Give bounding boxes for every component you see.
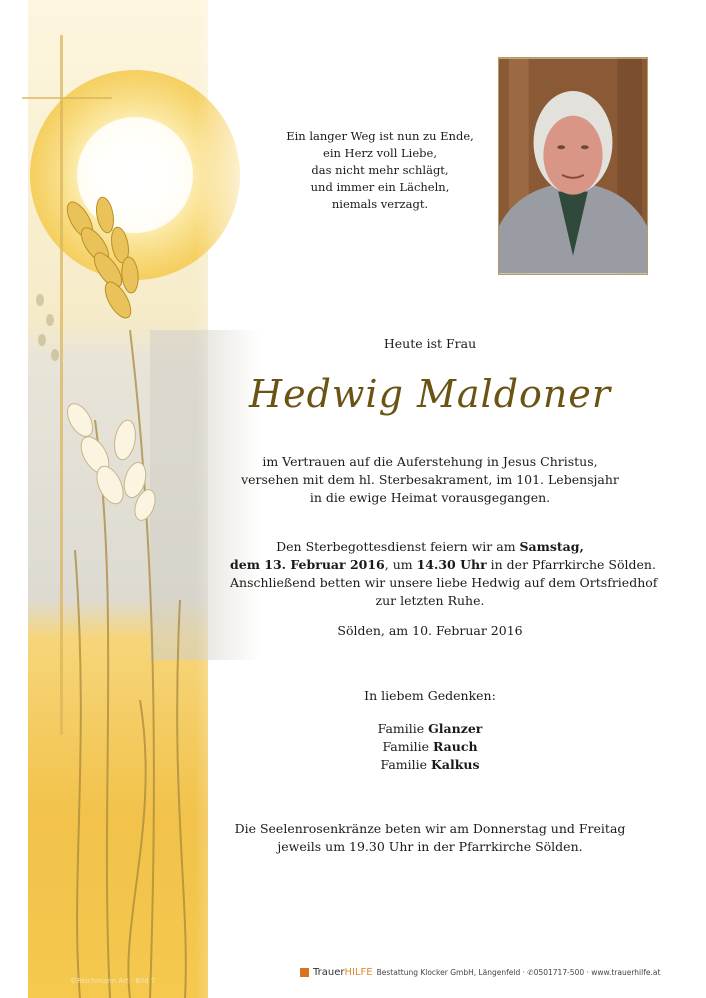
poem-line: Ein langer Weg ist nun zu Ende, — [286, 129, 474, 143]
art-copyright: ©Reichmann Art · Bild 7 — [70, 977, 156, 985]
rosary-paragraph — [230, 820, 630, 856]
service-paragraph — [230, 538, 658, 610]
poem-line: ein Herz voll Liebe, — [323, 146, 437, 160]
service-date: dem 13. Februar 2016 — [230, 557, 385, 572]
poem-line: niemals verzagt. — [331, 197, 429, 211]
intro-text: Heute ist Frau — [383, 336, 477, 351]
poem — [270, 128, 490, 213]
announcement-line: im Vertrauen auf die Auferstehung in Jesus Christus, — [262, 454, 598, 469]
service-line-4: zur letzten Ruhe. — [375, 593, 485, 608]
family-name: Glanzer — [428, 721, 483, 736]
place-date: Sölden, am 10. Februar 2016 — [337, 623, 523, 638]
portrait-photo — [498, 57, 648, 275]
service-line-3: Anschließend betten wir unsere liebe Hedwig auf dem Ortsfriedhof — [230, 575, 658, 590]
announcement-line: versehen mit dem hl. Sterbesakrament, im 101. Lebensjahr — [241, 472, 619, 487]
footer-info: Bestattung Klocker GmbH, Längenfeld · ✆0501717-500 · www.trauerhilfe.at — [376, 968, 661, 977]
portrait-photo-icon — [499, 58, 647, 274]
in-memory-heading: In liebem Gedenken: — [364, 688, 496, 703]
family-list — [230, 720, 630, 774]
poem-line: das nicht mehr schlägt, — [311, 163, 449, 177]
service-text: , um — [384, 557, 417, 572]
brand-part-1: Trauer — [313, 967, 345, 978]
trauerhilfe-logo-icon — [300, 968, 309, 977]
family-name: Kalkus — [431, 757, 480, 772]
family-item — [230, 720, 630, 738]
family-prefix: Familie — [380, 757, 431, 772]
wheat-sun-cross-illustration — [0, 0, 260, 998]
family-name: Rauch — [432, 739, 478, 754]
footer — [300, 967, 660, 978]
service-text: Den Sterbegottesdienst feiern wir am — [276, 539, 520, 554]
announcement-line: in die ewige Heimat vorausgegangen. — [309, 490, 551, 505]
rosary-line: jeweils um 19.30 Uhr in der Pfarrkirche Sölden. — [277, 839, 583, 854]
rosary-line: Die Seelenrosenkränze beten wir am Donnerstag und Freitag — [234, 821, 626, 836]
service-line-1 — [230, 538, 630, 556]
service-day: Samstag, — [519, 539, 584, 554]
brand-name — [313, 967, 373, 978]
service-text: in der Pfarrkirche Sölden. — [486, 557, 656, 572]
family-prefix: Familie — [382, 739, 433, 754]
poem-line: und immer ein Lächeln, — [310, 180, 450, 194]
announcement-paragraph — [230, 453, 630, 507]
family-item — [230, 756, 630, 774]
family-prefix: Familie — [377, 721, 429, 736]
brand-part-2: HILFE — [344, 967, 373, 978]
deceased-name: Hedwig Maldoner — [248, 372, 612, 416]
service-time: 14.30 Uhr — [416, 557, 487, 572]
service-line-2 — [230, 556, 656, 574]
family-item — [230, 738, 630, 756]
